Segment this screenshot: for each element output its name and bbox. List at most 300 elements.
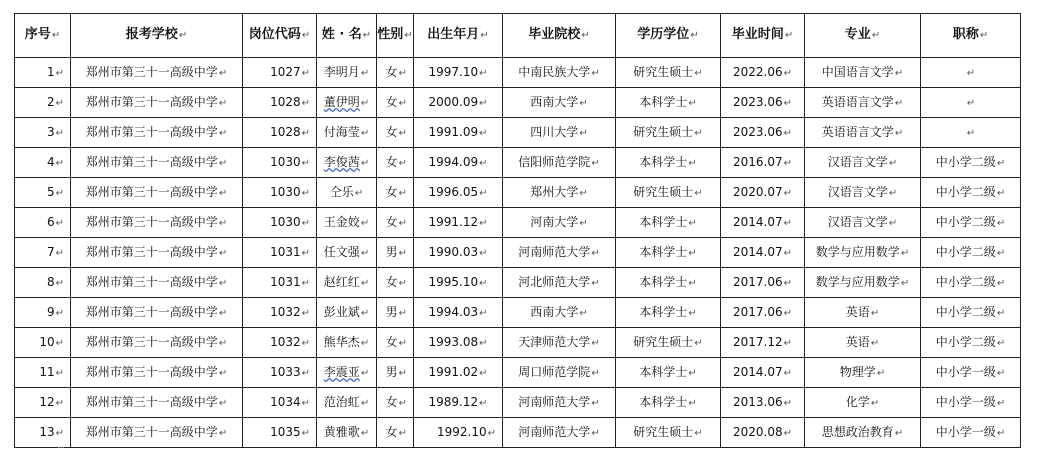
cell-text: 2014.07 [732,364,783,379]
paragraph-mark: ↵ [398,397,407,409]
cell-school [71,208,243,238]
cell-gender [377,178,414,208]
cell-text: 女 [385,274,398,289]
cell-degree [616,58,721,88]
cell-birth [414,178,503,208]
cell-text: 中小学二级 [935,304,996,319]
paragraph-mark: ↵ [301,217,310,229]
cell-text: 2013.06 [732,394,783,409]
cell-text: 1034 [270,394,301,409]
cell-text: 范治虹 [323,394,360,409]
paragraph-mark: ↵ [694,67,703,79]
cell-degree [616,148,721,178]
cell-school [71,58,243,88]
paragraph-mark: ↵ [591,367,600,379]
cell-text: 2014.07 [732,214,783,229]
cell-text: 郑州市第三十一高级中学 [85,364,218,379]
cell-school [71,418,243,448]
cell-school [71,358,243,388]
cell-text: 本科学士 [639,394,688,409]
paragraph-mark: ↵ [579,217,588,229]
paragraph-mark: ↵ [579,187,588,199]
paragraph-mark: ↵ [218,127,228,139]
cell-name [317,418,377,448]
paragraph-mark: ↵ [694,337,703,349]
paragraph-mark: ↵ [55,367,64,379]
cell-text: 仝乐 [329,184,354,199]
cell-alma-mater [503,418,616,448]
cell-text: 中国语言文学 [821,64,894,79]
cell-text: 熊华杰 [323,334,360,349]
cell-text: 周口师范学院 [518,364,591,379]
header-major [805,14,921,58]
paragraph-mark: ↵ [360,217,370,229]
paragraph-mark: ↵ [783,157,792,169]
cell-alma-mater [503,208,616,238]
cell-birth [414,88,503,118]
paragraph-mark: ↵ [301,127,310,139]
paragraph-mark: ↵ [218,367,228,379]
cell-text: 1990.03 [428,244,479,259]
paragraph-mark: ↵ [579,97,588,109]
header-label: 职称 [952,27,979,42]
cell-post-code [243,358,317,388]
cell-text: 1994.09 [428,154,479,169]
table-row [15,358,1021,388]
paragraph-mark: ↵ [784,30,794,41]
cell-text: 中小学一级 [935,424,996,439]
cell-gender [377,298,414,328]
cell-index [15,328,71,358]
paragraph-mark: ↵ [301,247,310,259]
cell-alma-mater [503,178,616,208]
cell-text: 1030 [270,184,301,199]
cell-text: 英语语言文学 [821,124,894,139]
paragraph-mark: ↵ [996,247,1006,259]
header-grad-date [721,14,805,58]
paragraph-mark: ↵ [783,97,792,109]
paragraph-mark: ↵ [996,397,1006,409]
paragraph-mark: ↵ [55,277,64,289]
cell-name [317,148,377,178]
cell-major [805,208,921,238]
header-label: 学历学位 [637,27,690,42]
paragraph-mark: ↵ [996,427,1006,439]
paragraph-mark: ↵ [888,217,898,229]
cell-text: 河南师范大学 [518,424,591,439]
paragraph-mark: ↵ [871,30,881,41]
cell-major [805,88,921,118]
cell-text: 河南师范大学 [518,244,591,259]
cell-gender [377,58,414,88]
paragraph-mark: ↵ [55,157,64,169]
cell-grad-date [721,268,805,298]
cell-text: 河北师范大学 [518,274,591,289]
cell-text: 1993.08 [428,334,479,349]
header-name [317,14,377,58]
cell-text: 女 [385,184,398,199]
paragraph-mark: ↵ [479,247,488,259]
cell-text: 2017.12 [732,334,783,349]
cell-text: 汉语言文学 [827,154,888,169]
cell-text: 2 [46,94,55,109]
cell-birth [414,208,503,238]
cell-name [317,268,377,298]
cell-alma-mater [503,88,616,118]
cell-text: 河南大学 [530,214,579,229]
cell-post-code [243,178,317,208]
paragraph-mark: ↵ [398,337,407,349]
paragraph-mark: ↵ [694,187,703,199]
paragraph-mark: ↵ [591,247,600,259]
paragraph-mark: ↵ [591,397,600,409]
cell-text: 西南大学 [530,304,579,319]
paragraph-mark: ↵ [996,337,1006,349]
cell-text: 12 [39,394,55,409]
paragraph-mark: ↵ [996,277,1006,289]
cell-school [71,298,243,328]
cell-title [921,178,1021,208]
cell-text: 英语 [845,304,870,319]
cell-gender [377,388,414,418]
cell-text: 郑州大学 [530,184,579,199]
cell-degree [616,418,721,448]
cell-school [71,388,243,418]
paragraph-mark: ↵ [398,127,407,139]
cell-text: 郑州市第三十一高级中学 [85,244,218,259]
cell-text: 女 [385,124,398,139]
cell-text: 8 [46,274,55,289]
cell-text: 女 [385,64,398,79]
cell-gender [377,418,414,448]
cell-title [921,328,1021,358]
paragraph-mark: ↵ [688,247,697,259]
paragraph-mark: ↵ [301,30,311,41]
cell-school [71,178,243,208]
cell-alma-mater [503,118,616,148]
cell-birth [414,148,503,178]
paragraph-mark: ↵ [783,217,792,229]
table-row [15,238,1021,268]
cell-text: 1996.05 [428,184,479,199]
paragraph-mark: ↵ [55,67,64,79]
cell-text: 2017.06 [732,274,783,289]
cell-text: 研究生硕士 [633,64,694,79]
cell-text: 1028 [270,94,301,109]
paragraph-mark: ↵ [301,397,310,409]
paragraph-mark: ↵ [398,247,407,259]
cell-text: 2023.06 [732,124,783,139]
cell-post-code [243,298,317,328]
cell-title [921,238,1021,268]
paragraph-mark: ↵ [218,247,228,259]
cell-text: 王金姣 [323,214,360,229]
cell-index [15,178,71,208]
paragraph-mark: ↵ [783,187,792,199]
cell-text: 1028 [270,124,301,139]
paragraph-mark: ↵ [360,277,370,289]
cell-index [15,268,71,298]
paragraph-mark: ↵ [218,337,228,349]
cell-text: 女 [385,424,398,439]
cell-major [805,418,921,448]
cell-gender [377,148,414,178]
cell-grad-date [721,388,805,418]
paragraph-mark: ↵ [218,427,228,439]
cell-text: 郑州市第三十一高级中学 [85,184,218,199]
cell-text: 1032 [270,304,301,319]
paragraph-mark: ↵ [966,127,976,139]
cell-alma-mater [503,388,616,418]
cell-text: 1 [46,64,55,79]
cell-text: 10 [39,334,55,349]
cell-birth [414,328,503,358]
paragraph-mark: ↵ [55,217,64,229]
cell-degree [616,358,721,388]
paragraph-mark: ↵ [591,337,600,349]
paragraph-mark: ↵ [783,427,792,439]
paragraph-mark: ↵ [900,277,910,289]
paragraph-mark: ↵ [218,397,228,409]
cell-text: 女 [385,394,398,409]
paragraph-mark: ↵ [398,307,407,319]
paragraph-mark: ↵ [783,127,792,139]
cell-major [805,298,921,328]
paragraph-mark: ↵ [301,427,310,439]
cell-text: 男 [385,364,398,379]
paragraph-mark: ↵ [688,307,697,319]
paragraph-mark: ↵ [55,247,64,259]
applicant-table [14,13,1021,448]
paragraph-mark: ↵ [996,217,1006,229]
cell-text: 5 [46,184,55,199]
cell-post-code [243,418,317,448]
paragraph-mark: ↵ [487,427,496,439]
cell-text: 郑州市第三十一高级中学 [85,154,218,169]
cell-text: 2000.09 [428,94,479,109]
cell-index [15,208,71,238]
paragraph-mark: ↵ [479,307,488,319]
paragraph-mark: ↵ [694,127,703,139]
cell-text: 研究生硕士 [633,184,694,199]
paragraph-mark: ↵ [479,277,488,289]
table-row [15,418,1021,448]
paragraph-mark: ↵ [894,427,904,439]
table-row [15,208,1021,238]
cell-text: 1997.10 [428,64,479,79]
header-index [15,14,71,58]
cell-school [71,238,243,268]
cell-text: 任文强 [323,244,360,259]
cell-alma-mater [503,238,616,268]
cell-text: 郑州市第三十一高级中学 [85,424,218,439]
paragraph-mark: ↵ [301,97,310,109]
cell-grad-date [721,178,805,208]
cell-text: 研究生硕士 [633,124,694,139]
cell-text: 赵红红 [323,274,360,289]
cell-major [805,268,921,298]
cell-text: 黄雅歌 [323,424,360,439]
cell-text: 李明月 [323,64,360,79]
paragraph-mark: ↵ [581,30,590,41]
cell-text: 董伊明 [323,94,360,109]
cell-grad-date [721,298,805,328]
paragraph-mark: ↵ [894,67,904,79]
paragraph-mark: ↵ [688,277,697,289]
cell-text: 本科学士 [639,364,688,379]
table-row [15,328,1021,358]
cell-text: 思想政治教育 [821,424,894,439]
paragraph-mark: ↵ [900,247,910,259]
cell-alma-mater [503,268,616,298]
cell-text: 中小学二级 [935,214,996,229]
cell-name [317,238,377,268]
cell-text: 郑州市第三十一高级中学 [85,334,218,349]
paragraph-mark: ↵ [360,97,370,109]
table-row [15,88,1021,118]
cell-degree [616,298,721,328]
cell-title [921,148,1021,178]
cell-text: 汉语言文学 [827,184,888,199]
cell-text: 郑州市第三十一高级中学 [85,304,218,319]
header-label: 毕业时间 [731,27,784,42]
cell-text: 2020.07 [732,184,783,199]
paragraph-mark: ↵ [301,67,310,79]
cell-degree [616,208,721,238]
cell-title [921,358,1021,388]
paragraph-mark: ↵ [783,397,792,409]
cell-text: 数学与应用数学 [815,274,900,289]
paragraph-mark: ↵ [360,67,370,79]
paragraph-mark: ↵ [360,157,370,169]
paragraph-mark: ↵ [479,217,488,229]
cell-grad-date [721,238,805,268]
paragraph-mark: ↵ [398,277,407,289]
cell-text: 2020.08 [732,424,783,439]
cell-index [15,238,71,268]
cell-text: 李震亚 [323,364,360,379]
paragraph-mark: ↵ [360,307,370,319]
paragraph-mark: ↵ [579,307,588,319]
paragraph-mark: ↵ [479,397,488,409]
cell-text: 2014.07 [732,244,783,259]
header-label: 序号 [24,27,51,42]
paragraph-mark: ↵ [362,30,372,41]
cell-grad-date [721,118,805,148]
cell-degree [616,328,721,358]
cell-text: 化学 [845,394,870,409]
header-alma-mater [503,14,616,58]
cell-birth [414,388,503,418]
table-row [15,58,1021,88]
cell-birth [414,238,503,268]
cell-text: 3 [46,124,55,139]
cell-text: 本科学士 [639,154,688,169]
cell-text: 物理学 [839,364,876,379]
paragraph-mark: ↵ [688,397,697,409]
cell-text: 本科学士 [639,244,688,259]
paragraph-mark: ↵ [688,217,697,229]
paragraph-mark: ↵ [888,187,898,199]
cell-text: 中小学一级 [935,364,996,379]
paragraph-mark: ↵ [398,67,407,79]
cell-text: 4 [46,154,55,169]
paragraph-mark: ↵ [783,367,792,379]
paragraph-mark: ↵ [996,157,1006,169]
cell-birth [414,418,503,448]
header-label: 姓 · 名 [321,27,362,42]
header-degree [616,14,721,58]
cell-grad-date [721,418,805,448]
cell-text: 汉语言文学 [827,214,888,229]
cell-title [921,388,1021,418]
cell-name [317,388,377,418]
cell-grad-date [721,358,805,388]
table-row [15,118,1021,148]
cell-grad-date [721,328,805,358]
cell-text: 1035 [270,424,301,439]
cell-post-code [243,118,317,148]
paragraph-mark: ↵ [694,427,703,439]
cell-gender [377,88,414,118]
paragraph-mark: ↵ [301,157,310,169]
page-footer-mark [58,447,64,450]
paragraph-mark: ↵ [218,217,228,229]
cell-degree [616,88,721,118]
cell-text: 1989.12 [428,394,479,409]
cell-text: 李俊茜 [323,154,360,169]
cell-index [15,358,71,388]
paragraph-mark: ↵ [479,67,488,79]
cell-title [921,298,1021,328]
paragraph-mark: ↵ [55,337,64,349]
cell-text: 男 [385,304,398,319]
cell-text: 1994.03 [428,304,479,319]
cell-text: 本科学士 [639,304,688,319]
cell-text: 郑州市第三十一高级中学 [85,214,218,229]
paragraph-mark: ↵ [301,187,310,199]
cell-text: 女 [385,214,398,229]
cell-text: 河南师范大学 [518,394,591,409]
cell-birth [414,298,503,328]
paragraph-mark: ↵ [688,157,697,169]
cell-text: 四川大学 [530,124,579,139]
paragraph-mark: ↵ [360,127,370,139]
cell-text: 英语 [845,334,870,349]
cell-alma-mater [503,328,616,358]
paragraph-mark: ↵ [783,67,792,79]
cell-text: 1031 [270,244,301,259]
paragraph-mark: ↵ [591,157,600,169]
cell-text: 本科学士 [639,214,688,229]
cell-index [15,418,71,448]
paragraph-mark: ↵ [51,30,61,41]
table-row [15,268,1021,298]
paragraph-mark: ↵ [360,247,370,259]
cell-gender [377,238,414,268]
cell-text: 中小学二级 [935,274,996,289]
cell-school [71,328,243,358]
paragraph-mark: ↵ [591,67,600,79]
cell-school [71,118,243,148]
cell-post-code [243,88,317,118]
cell-text: 1991.02 [428,364,479,379]
header-post-code [243,14,317,58]
cell-text: 信阳师范学院 [518,154,591,169]
cell-name [317,58,377,88]
cell-name [317,298,377,328]
paragraph-mark: ↵ [55,307,64,319]
